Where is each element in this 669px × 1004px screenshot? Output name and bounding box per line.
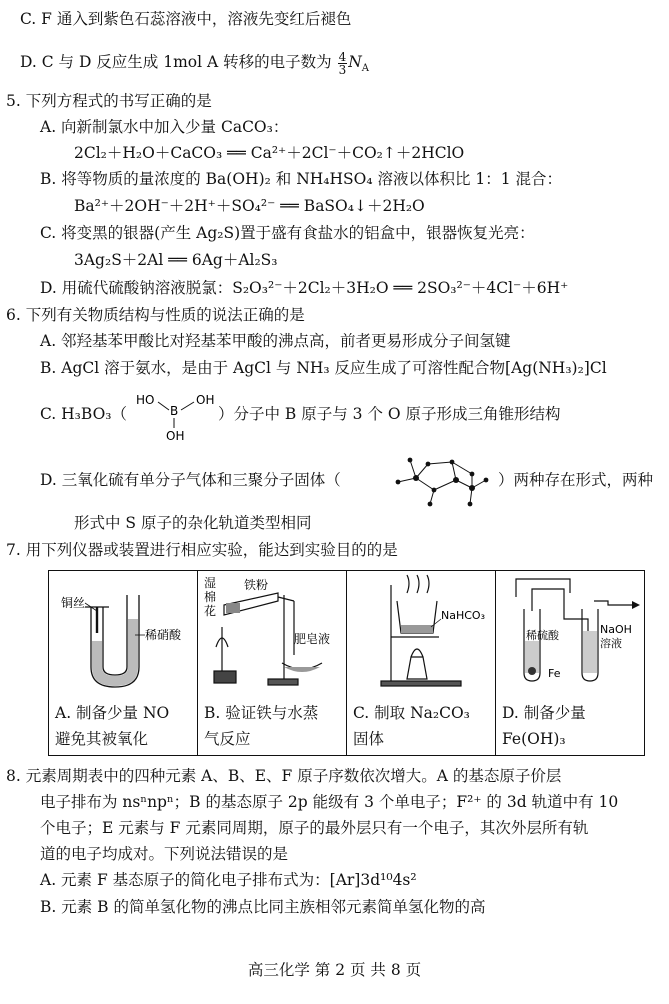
numerator: 4 — [338, 49, 347, 64]
q6-stem: 6. 下列有关物质结构与性质的说法正确的是 — [6, 306, 305, 324]
q8-option-b: B. 元素 B 的简单氢化物的沸点比同主族相邻元素简单氢化物的高 — [40, 898, 486, 916]
experiment-table — [48, 570, 645, 756]
apparatus-a-cell — [49, 571, 198, 756]
q6-option-c-text: C. H₃BO₃（ — [40, 405, 127, 423]
apparatus-c-image — [347, 571, 495, 697]
caption-d — [496, 697, 644, 755]
soap-solution-label: 肥皂液 — [294, 632, 331, 646]
apparatus-b-image — [198, 571, 346, 697]
denominator: 3 — [338, 62, 347, 77]
q5-option-b-equation: Ba²⁺＋2OH⁻＋2H⁺＋SO₄²⁻ ══ BaSO₄↓＋2H₂O — [74, 197, 425, 215]
q6-option-d-text-end: ）两种存在形式，两种 — [498, 471, 654, 489]
q6-option-d-text: D. 三氧化硫有单分子气体和三聚分子固体（ — [40, 471, 341, 489]
q5-stem: 5. 下列方程式的书写正确的是 — [6, 92, 212, 110]
caption-d-line2: Fe(OH)₃ — [502, 730, 566, 748]
bond — [158, 402, 169, 410]
q7-stem: 7. 用下列仪器或装置进行相应实验，能达到实验目的的是 — [6, 541, 398, 559]
q8-option-a: A. 元素 F 基态原子的简化电子排布式为：[Ar]3d¹⁰4s² — [40, 871, 417, 889]
q8-stem-line3: 个电子；E 元素与 F 元素同周期，原子的最外层只有一个电子，其次外层所有轨 — [40, 819, 589, 837]
oh-right-label: OH — [196, 393, 215, 407]
ho-left-label: HO — [136, 393, 155, 407]
boric-acid-structure — [128, 388, 218, 446]
iron-powder-label: 铁粉 — [244, 578, 269, 592]
page-footer: 高三化学 第 2 页 共 8 页 — [247, 961, 422, 979]
q4-option-c: C. F 通入到紫色石蕊溶液中，溶液先变红后褪色 — [20, 10, 352, 28]
copper-wire-label: 铜丝 — [61, 596, 86, 610]
q5-option-d: D. 用硫代硫酸钠溶液脱氯：S₂O₃²⁻＋2Cl₂＋3H₂O ══ 2SO₃²⁻＋4Cl⁻＋6H⁺ — [40, 279, 569, 297]
q4-option-d — [20, 48, 369, 76]
caption-c-line1: C. 制取 Na₂CO₃ — [353, 704, 470, 722]
q6-option-c-text-end: ）分子中 B 原子与 3 个 O 原子形成三角锥形结构 — [218, 405, 561, 423]
avogadro-subscript: A — [361, 63, 369, 75]
apparatus-c-cell — [347, 571, 496, 756]
caption-b-line2: 气反应 — [204, 730, 251, 748]
boron-label: B — [170, 404, 179, 418]
caption-c-line2: 固体 — [353, 730, 385, 748]
q6-option-d-line2: 形式中 S 原子的杂化轨道类型相同 — [74, 514, 312, 532]
q5-option-c-equation: 3Ag₂S＋2Al ══ 6Ag＋Al₂S₃ — [74, 251, 278, 269]
solution-label: 溶液 — [600, 637, 622, 650]
wet-label: 湿 — [204, 576, 217, 590]
dilute-nitric-acid-label: 稀硝酸 — [145, 628, 182, 642]
sodium-bicarbonate-label: NaHCO₃ — [441, 609, 485, 622]
q6-option-b: B. AgCl 溶于氨水，是由于 AgCl 与 NH₃ 反应生成了可溶性配合物[Ag(NH₃)₂]Cl — [40, 359, 607, 377]
cotton-label: 棉 — [204, 590, 217, 604]
q5-option-c: C. 将变黑的银器(产生 Ag₂S)置于盛有食盐水的铝盒中，银器恢复光亮： — [40, 224, 535, 242]
q8-stem-line2: 电子排布为 nsⁿnpⁿ；B 的基态原子 2p 能级有 3 个单电子；F²⁺ 的 3d 轨道中有 10 — [40, 793, 619, 811]
apparatus-d-image — [496, 571, 644, 697]
s3o9-trimer-structure — [386, 452, 498, 510]
q8-stem-line4: 道的电子均成对。下列说法错误的是 — [40, 845, 289, 863]
caption-b-line1: B. 验证铁与水蒸 — [204, 704, 319, 722]
dilute-sulfuric-acid-label: 稀硫酸 — [526, 629, 559, 642]
q5-option-b: B. 将等物质的量浓度的 Ba(OH)₂ 和 NH₄HSO₄ 溶液以体积比 1：1 混合： — [40, 170, 563, 188]
naoh-label: NaOH — [600, 623, 632, 636]
apparatus-a-image — [49, 571, 197, 697]
caption-d-line1: D. 制备少量 — [502, 704, 586, 722]
caption-a — [49, 697, 197, 755]
q8-stem-line1: 8. 元素周期表中的四种元素 A、B、E、F 原子序数依次增大。A 的基态原子价层 — [6, 767, 562, 785]
q6-option-a: A. 邻羟基苯甲酸比对羟基苯甲酸的沸点高，前者更易形成分子间氢键 — [40, 332, 511, 350]
apparatus-d-cell — [496, 571, 645, 756]
caption-b — [198, 697, 346, 755]
avogadro-symbol: N — [348, 53, 362, 71]
bond — [181, 402, 194, 410]
oh-bottom-label: OH — [166, 429, 185, 443]
caption-a-line2: 避免其被氧化 — [55, 730, 149, 748]
fraction — [338, 51, 348, 76]
flower-label: 花 — [204, 604, 217, 618]
apparatus-b-cell — [198, 571, 347, 756]
caption-c — [347, 697, 495, 755]
q5-option-a-equation: 2Cl₂＋H₂O＋CaCO₃ ══ Ca²⁺＋2Cl⁻＋CO₂↑＋2HClO — [74, 144, 465, 162]
q5-option-a: A. 向新制氯水中加入少量 CaCO₃： — [40, 118, 289, 136]
q4-option-d-text: D. C 与 D 反应生成 1mol A 转移的电子数为 — [20, 53, 332, 71]
iron-label: Fe — [548, 667, 561, 680]
caption-a-line1: A. 制备少量 NO — [55, 704, 170, 722]
